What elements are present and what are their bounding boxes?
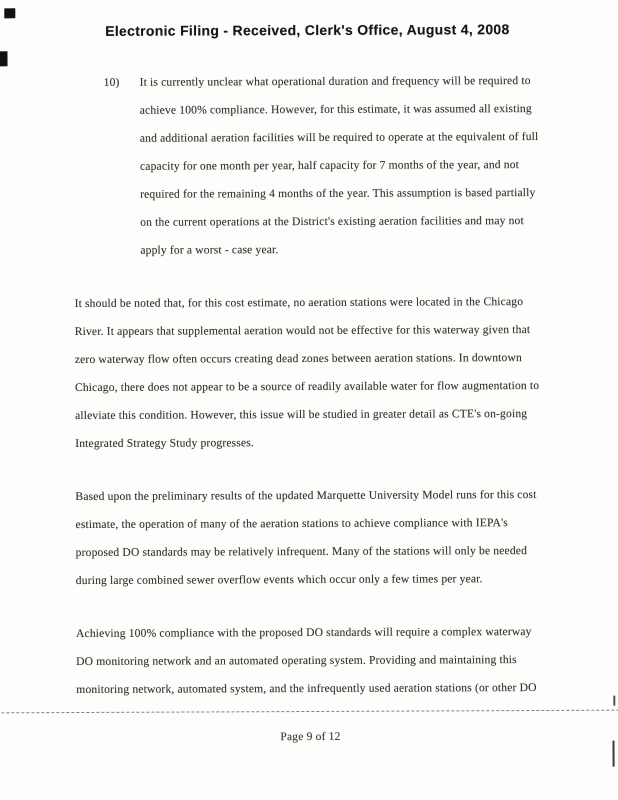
list-item-10: [104, 67, 547, 265]
scan-artifact-right-edge: [612, 741, 614, 767]
page-number: Page 9 of 12: [280, 730, 341, 744]
scan-artifact-right-edge-small: [613, 696, 615, 706]
scan-artifact-top-left: [4, 8, 15, 18]
filing-stamp-header: Electronic Filing - Received, Clerk's Office, August 4, 2008: [105, 21, 510, 39]
scan-artifact-left-edge: [0, 51, 8, 66]
list-item-number: 10): [103, 75, 120, 89]
paragraph-chicago-river: It should be noted that, for this cost estimate, no aeration stations were located in the Chicago River. It appears that supplemental aeration would not be effective for this waterway given that zero waterway flow often occurs creating dead zones between aeration stations. In downtown Chicago, there does not appear to be a source of readily available water for flow augmentation to alleviate this condition. However, this issue will be studied in greater detail as CTE's on-going Integrated Strategy Study progresses.: [74, 295, 540, 451]
paragraph-marquette-model: Based upon the preliminary results of the updated Marquette University Model runs for this cost estimate, the operation of many of the aeration stations to achieve compliance with IEPA's proposed DO standards may be relatively infrequent. Many of the stations will only be needed during large combined sewer overflow events which occur only a few times per year.: [75, 488, 537, 588]
document-body: [74, 67, 549, 704]
perforation-dashed-line: [1, 710, 618, 714]
paragraph-do-monitoring: Achieving 100% compliance with the proposed DO standards will require a complex waterway DO monitoring network and an automated operating system. Providing and maintaining this monitoring network, automated system, and the infrequently used aeration stations (or other DO: [75, 625, 537, 697]
list-item-text: It is currently unclear what operational duration and frequency will be required to achieve 100% compliance. However, for this estimate, it was assumed all existing and additional aeration facilities will be required to operate at the equivalent of full capacity for one month per year, half capacity for 7 months of the year, and not required for the remaining 4 months of the year. This assumption is based partially on the current operations at the District's existing aeration facilities and may not apply for a worst - case year.: [139, 74, 539, 257]
